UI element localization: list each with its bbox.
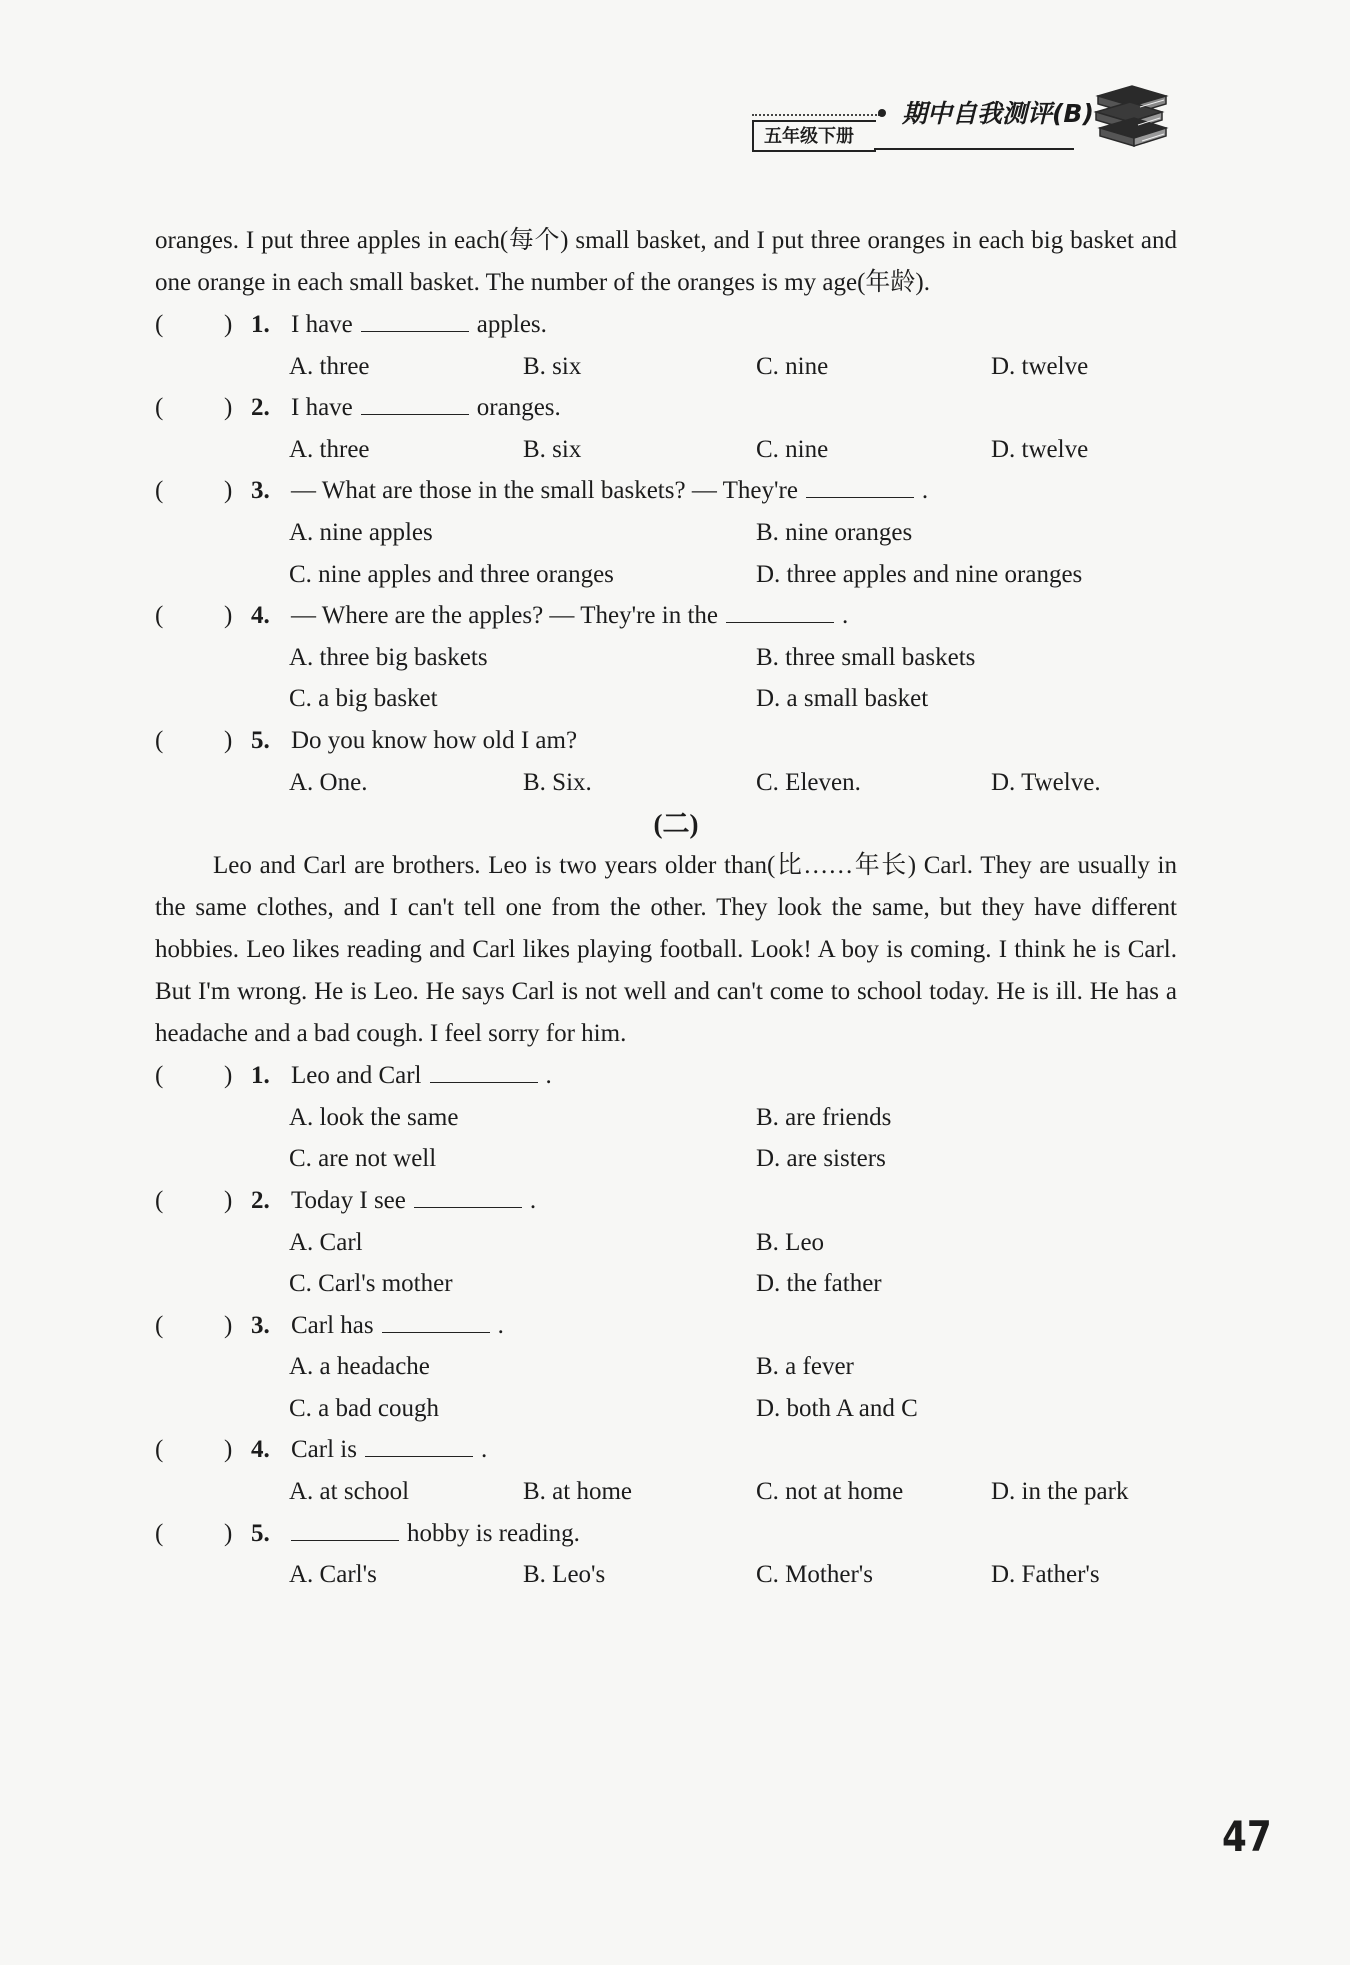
option-d[interactable]: D. twelve	[991, 352, 1089, 380]
header-dotted-rule	[752, 114, 880, 116]
options-row	[155, 1222, 1177, 1264]
passage-one-text: oranges. I put three apples in each(每个) small basket, and I put three oranges in each big basket and one orange in each small basket. The number of the oranges is my age(年龄).	[155, 227, 1177, 296]
question-stem	[291, 1305, 504, 1347]
option-b[interactable]: B. nine oranges	[756, 518, 913, 546]
stem-after: oranges.	[476, 394, 561, 422]
answer-blank[interactable]	[430, 1057, 538, 1083]
answer-paren-close: )	[224, 1186, 233, 1214]
option-c[interactable]: C. a big basket	[289, 685, 438, 713]
option-b[interactable]: B. Leo's	[523, 1561, 606, 1589]
question-row	[155, 720, 1177, 762]
answer-blank[interactable]	[291, 1515, 399, 1541]
option-a[interactable]: A. three	[289, 352, 370, 380]
option-a[interactable]: A. at school	[289, 1478, 410, 1506]
stacked-books-icon	[1090, 82, 1170, 152]
options-row	[155, 1471, 1177, 1513]
question-stem	[291, 1180, 536, 1222]
answer-paren-close: )	[224, 311, 233, 338]
options-row	[155, 1263, 1177, 1305]
header-underline	[874, 148, 1074, 150]
option-d[interactable]: D. both A and C	[756, 1394, 918, 1422]
header-bullet	[878, 109, 886, 117]
option-a[interactable]: A. three	[289, 435, 370, 463]
option-c[interactable]: C. a bad cough	[289, 1394, 439, 1422]
option-a[interactable]: A. Carl's	[289, 1561, 377, 1589]
answer-paren-open: (	[155, 311, 164, 338]
answer-paren-open: (	[155, 1062, 164, 1090]
answer-paren-open: (	[155, 1311, 164, 1339]
answer-paren-close: )	[224, 1519, 233, 1547]
question-row	[155, 470, 1177, 512]
stem-after: .	[529, 1186, 537, 1214]
answer-blank[interactable]	[726, 597, 834, 623]
options-row	[155, 429, 1177, 471]
answer-paren-open: (	[155, 1186, 164, 1214]
question-number: 5.	[251, 1519, 270, 1547]
option-b[interactable]: B. six	[523, 352, 582, 380]
question-number: 4.	[251, 602, 270, 630]
option-c[interactable]: C. are not well	[289, 1145, 437, 1173]
stem-before: Carl has	[291, 1311, 374, 1339]
question-row	[155, 595, 1177, 637]
stem-before: I have	[291, 311, 353, 338]
stem-before: Carl is	[291, 1436, 357, 1464]
answer-paren-close: )	[224, 602, 233, 630]
answer-paren-close: )	[224, 394, 233, 422]
option-d[interactable]: D. the father	[756, 1270, 882, 1298]
answer-blank[interactable]	[382, 1307, 490, 1333]
question-number: 2.	[251, 1186, 270, 1214]
option-b[interactable]: B. are friends	[756, 1103, 892, 1131]
option-d[interactable]: D. are sisters	[756, 1145, 886, 1173]
option-b[interactable]: B. six	[523, 435, 582, 463]
stem-before: — What are those in the small baskets? — They're	[291, 477, 798, 505]
grade-label: 五年级下册	[764, 126, 854, 147]
question-row	[155, 387, 1177, 429]
answer-paren-close: )	[224, 477, 233, 505]
option-c[interactable]: C. nine	[756, 352, 829, 380]
question-stem	[291, 1429, 487, 1471]
option-a[interactable]: A. One.	[289, 768, 368, 796]
stem-before: — Where are the apples? — They're in the	[291, 602, 719, 630]
question-row	[155, 1180, 1177, 1222]
header-title: 期中自我测评(B)	[902, 99, 1094, 128]
answer-paren-open: (	[155, 477, 164, 505]
option-a[interactable]: A. look the same	[289, 1103, 459, 1131]
answer-blank[interactable]	[365, 1431, 473, 1457]
page-header	[0, 0, 1350, 170]
option-d[interactable]: D. twelve	[991, 435, 1089, 463]
option-d[interactable]: D. a small basket	[756, 685, 929, 713]
options-row	[155, 678, 1177, 720]
question-row	[155, 304, 1177, 346]
question-number: 5.	[251, 726, 270, 754]
stem-before: Today I see	[291, 1186, 406, 1214]
options-row	[155, 554, 1177, 596]
option-b[interactable]: B. three small baskets	[756, 643, 976, 671]
stem-after: .	[921, 477, 929, 505]
options-row	[155, 1388, 1177, 1430]
question-stem	[291, 1513, 580, 1555]
page-number: 47	[1222, 1812, 1272, 1861]
answer-paren-open: (	[155, 394, 164, 422]
option-d[interactable]: D. Twelve.	[991, 768, 1101, 796]
option-b[interactable]: B. a fever	[756, 1353, 854, 1381]
stem-after: .	[842, 602, 849, 630]
option-c[interactable]: C. Carl's mother	[289, 1270, 453, 1298]
option-c[interactable]: C. nine apples and three oranges	[289, 560, 614, 588]
option-c[interactable]: C. Mother's	[756, 1561, 874, 1589]
option-c[interactable]: C. nine	[756, 435, 829, 463]
answer-paren-open: (	[155, 1436, 164, 1464]
question-number: 1.	[251, 311, 270, 338]
options-row	[155, 762, 1177, 804]
stem-before: Leo and Carl	[291, 1062, 422, 1090]
answer-paren-open: (	[155, 726, 164, 754]
section-title: (二)	[653, 809, 699, 840]
options-row	[155, 637, 1177, 679]
answer-blank[interactable]	[414, 1182, 522, 1208]
question-number: 3.	[251, 477, 270, 505]
question-stem	[291, 470, 928, 512]
question-number: 3.	[251, 1311, 270, 1339]
answer-paren-close: )	[224, 1311, 233, 1339]
question-number: 2.	[251, 394, 270, 422]
question-row	[155, 1429, 1177, 1471]
answer-blank[interactable]	[806, 472, 914, 498]
question-row	[155, 1055, 1177, 1097]
stem-after: .	[497, 1311, 504, 1339]
option-a[interactable]: A. nine apples	[289, 518, 433, 546]
answer-paren-close: )	[224, 1062, 233, 1090]
options-row	[155, 1097, 1177, 1139]
options-row	[155, 1554, 1177, 1596]
question-row	[155, 1305, 1177, 1347]
question-stem	[291, 304, 547, 346]
question-stem	[291, 1055, 552, 1097]
answer-blank[interactable]	[361, 389, 469, 415]
options-row	[155, 346, 1177, 388]
question-stem: Do you know how old I am?	[291, 726, 578, 754]
option-a[interactable]: A. Carl	[289, 1228, 363, 1256]
question-stem	[291, 387, 561, 429]
options-row	[155, 512, 1177, 554]
options-row	[155, 1346, 1177, 1388]
option-c[interactable]: C. not at home	[756, 1478, 904, 1506]
option-a[interactable]: A. three big baskets	[289, 643, 488, 671]
stem-before: I have	[291, 394, 353, 422]
question-number: 1.	[251, 1062, 270, 1090]
answer-paren-open: (	[155, 1519, 164, 1547]
option-a[interactable]: A. a headache	[289, 1353, 430, 1381]
option-c[interactable]: C. Eleven.	[756, 768, 861, 796]
answer-paren-open: (	[155, 602, 164, 630]
options-row	[155, 1138, 1177, 1180]
option-d[interactable]: D. Father's	[991, 1561, 1100, 1589]
question-stem	[291, 595, 848, 637]
passage-two-text: Leo and Carl are brothers. Leo is two years older than(比……年长) Carl. They are usually in the same clothes, and I can't tell one from the other. They look the same, but they have different hobbies. Leo likes reading and Carl likes playing football. Look! A boy is coming. I think he is Carl. But I'm wrong. He is Leo. He says Carl is not well and can't come to school today. He is ill. He has a headache and a bad cough. I feel sorry for him.	[155, 852, 1177, 1048]
option-d[interactable]: D. three apples and nine oranges	[756, 560, 1083, 588]
option-d[interactable]: D. in the park	[991, 1478, 1129, 1506]
question-row	[155, 1513, 1177, 1555]
stem-after: .	[545, 1062, 552, 1090]
stem-after: .	[480, 1436, 488, 1464]
answer-paren-close: )	[224, 1436, 233, 1464]
answer-blank[interactable]	[361, 306, 469, 332]
stem-after: apples.	[476, 311, 547, 338]
option-b[interactable]: B. Six.	[523, 768, 592, 796]
option-b[interactable]: B. Leo	[756, 1228, 825, 1256]
answer-paren-close: )	[224, 726, 233, 754]
stem-after: hobby is reading.	[407, 1519, 580, 1547]
worksheet-content	[155, 220, 1177, 1596]
question-number: 4.	[251, 1436, 270, 1464]
option-b[interactable]: B. at home	[523, 1478, 633, 1506]
